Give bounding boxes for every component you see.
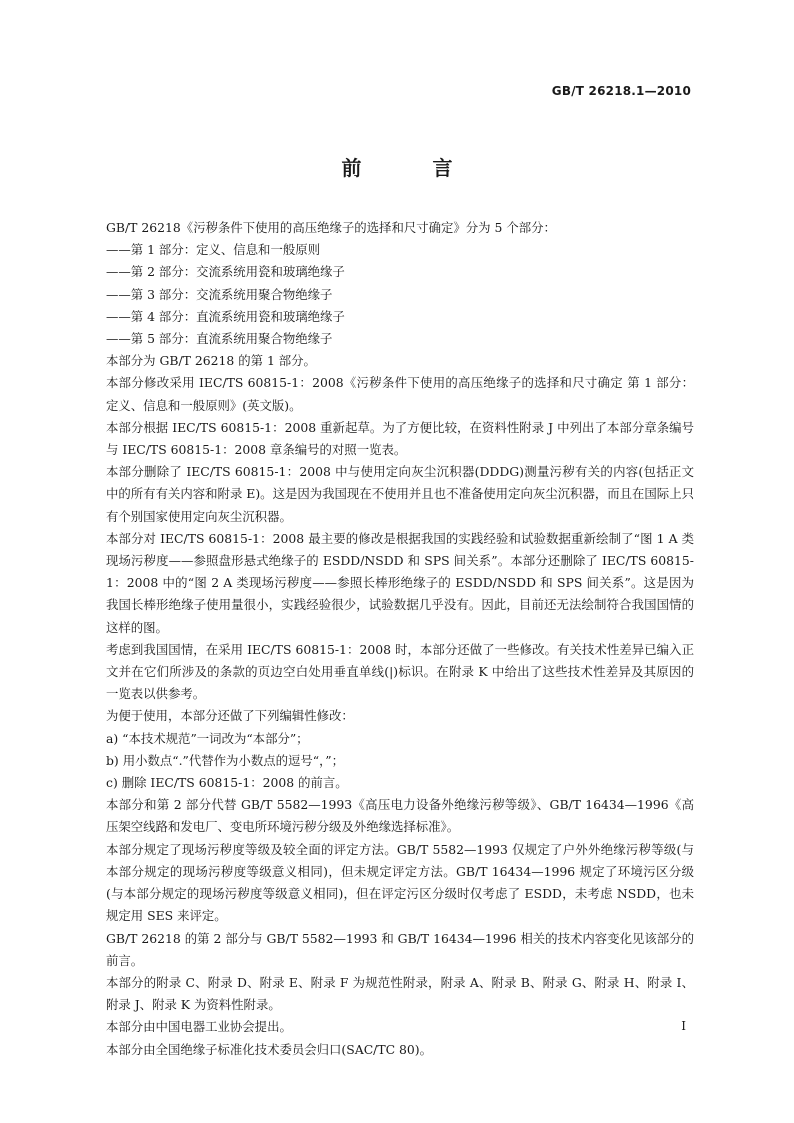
part-list-item: ——第 1 部分：定义、信息和一般原则 <box>106 242 321 258</box>
edit-list-item: a) “本技术规范”一词改为“本部分”； <box>106 730 309 746</box>
paragraph: 本部分修改采用 IEC/TS 60815-1：2008《污秽条件下使用的高压绝缘子的选择和尺寸确定 第 1 部分：定义、信息和一般原则》(英文版)。 <box>106 375 694 413</box>
paragraph: 本部分由全国绝缘子标准化技术委员会归口(SAC/TC 80)。 <box>106 1041 433 1057</box>
paragraph: 本部分的附录 C、附录 D、附录 E、附录 F 为规范性附录，附录 A、附录 B、附录 G、附录 H、附录 I、附录 J、附录 K 为资料性附录。 <box>106 974 694 1013</box>
part-list-item: ——第 3 部分：交流系统用聚合物绝缘子 <box>106 286 333 302</box>
paragraph: 考虑到我国国情，在采用 IEC/TS 60815-1：2008 时，本部分还做了一些修改。有关技术性差异已编入正文并在它们所涉及的条款的页边空白处用垂直单线(|)标识。在附录 K 中给出了这些技术性差异及其原因的一览表以供参考。 <box>106 641 694 702</box>
paragraph: 本部分删除了 IEC/TS 60815-1：2008 中与使用定向灰尘沉积器(DDDG)测量污秽有关的内容(包括正文中的所有有关内容和附录 E)。这是因为我国现在不使用并且也不准备使用定向灰尘沉积器，而且在国际上只有个别国家使用定向灰尘沉积器。 <box>106 464 694 524</box>
paragraph-intro: GB/T 26218《污秽条件下使用的高压绝缘子的选择和尺寸确定》分为 5 个部分： <box>106 220 556 235</box>
page-number: I <box>681 1019 686 1033</box>
part-list-item: ——第 2 部分：交流系统用瓷和玻璃绝缘子 <box>106 264 345 280</box>
part-list-item: ——第 4 部分：直流系统用瓷和玻璃绝缘子 <box>106 308 345 324</box>
edit-list-item: c) 删除 IEC/TS 60815-1：2008 的前言。 <box>106 775 348 791</box>
paragraph: 本部分对 IEC/TS 60815-1：2008 最主要的修改是根据我国的实践经验和试验数据重新绘制了“图 1 A 类现场污秽度——参照盘形悬式绝缘子的 ESDD/NSDD 和 SPS 间关系”。本部分还删除了 IEC/TS 60815-1：2008 中的“图 2 A 类现场污秽度——参照长棒形绝缘子的 ESDD/NSDD 和 SPS 间关系”。这是因为我国长棒形绝缘子使用量很小，实践经验很少，试验数据几乎没有。因此，目前还无法绘制符合我国国情的这样的图。 <box>106 530 694 635</box>
paragraph: 本部分为 GB/T 26218 的第 1 部分。 <box>106 353 316 369</box>
paragraph: 本部分由中国电器工业协会提出。 <box>106 1019 292 1035</box>
paragraph: 本部分规定了现场污秽度等级及较全面的评定方法。GB/T 5582—1993 仅规定了户外外绝缘污秽等级(与本部分规定的现场污秽度等级意义相同)，但未规定评定方法。GB/T 16434—1996 规定了环境污区分级(与本部分规定的现场污秽度等级意义相同)，但在评定污区分级时仅考虑了 ESDD，未考虑 NSDD，也未规定用 SES 来评定。 <box>106 841 694 924</box>
paragraph: 本部分根据 IEC/TS 60815-1：2008 重新起草。为了方便比较，在资料性附录 J 中列出了本部分章条编号与 IEC/TS 60815-1：2008 章条编号的对照一览表。 <box>106 419 694 458</box>
foreword-body <box>106 217 694 1061</box>
standard-number: GB/T 26218.1—2010 <box>551 84 691 98</box>
paragraph: 本部分和第 2 部分代替 GB/T 5582—1993《高压电力设备外绝缘污秽等级》、GB/T 16434—1996《高压架空线路和发电厂、变电所环境污秽分级及外绝缘选择标准》。 <box>106 797 694 835</box>
page-title: 前 言 <box>341 156 485 180</box>
part-list-item: ——第 5 部分：直流系统用聚合物绝缘子 <box>106 331 333 347</box>
paragraph: 为便于使用，本部分还做了下列编辑性修改： <box>106 708 354 724</box>
edit-list-item: b) 用小数点“.”代替作为小数点的逗号“，”； <box>106 752 345 768</box>
paragraph: GB/T 26218 的第 2 部分与 GB/T 5582—1993 和 GB/T 16434—1996 相关的技术内容变化见该部分的前言。 <box>106 930 694 968</box>
